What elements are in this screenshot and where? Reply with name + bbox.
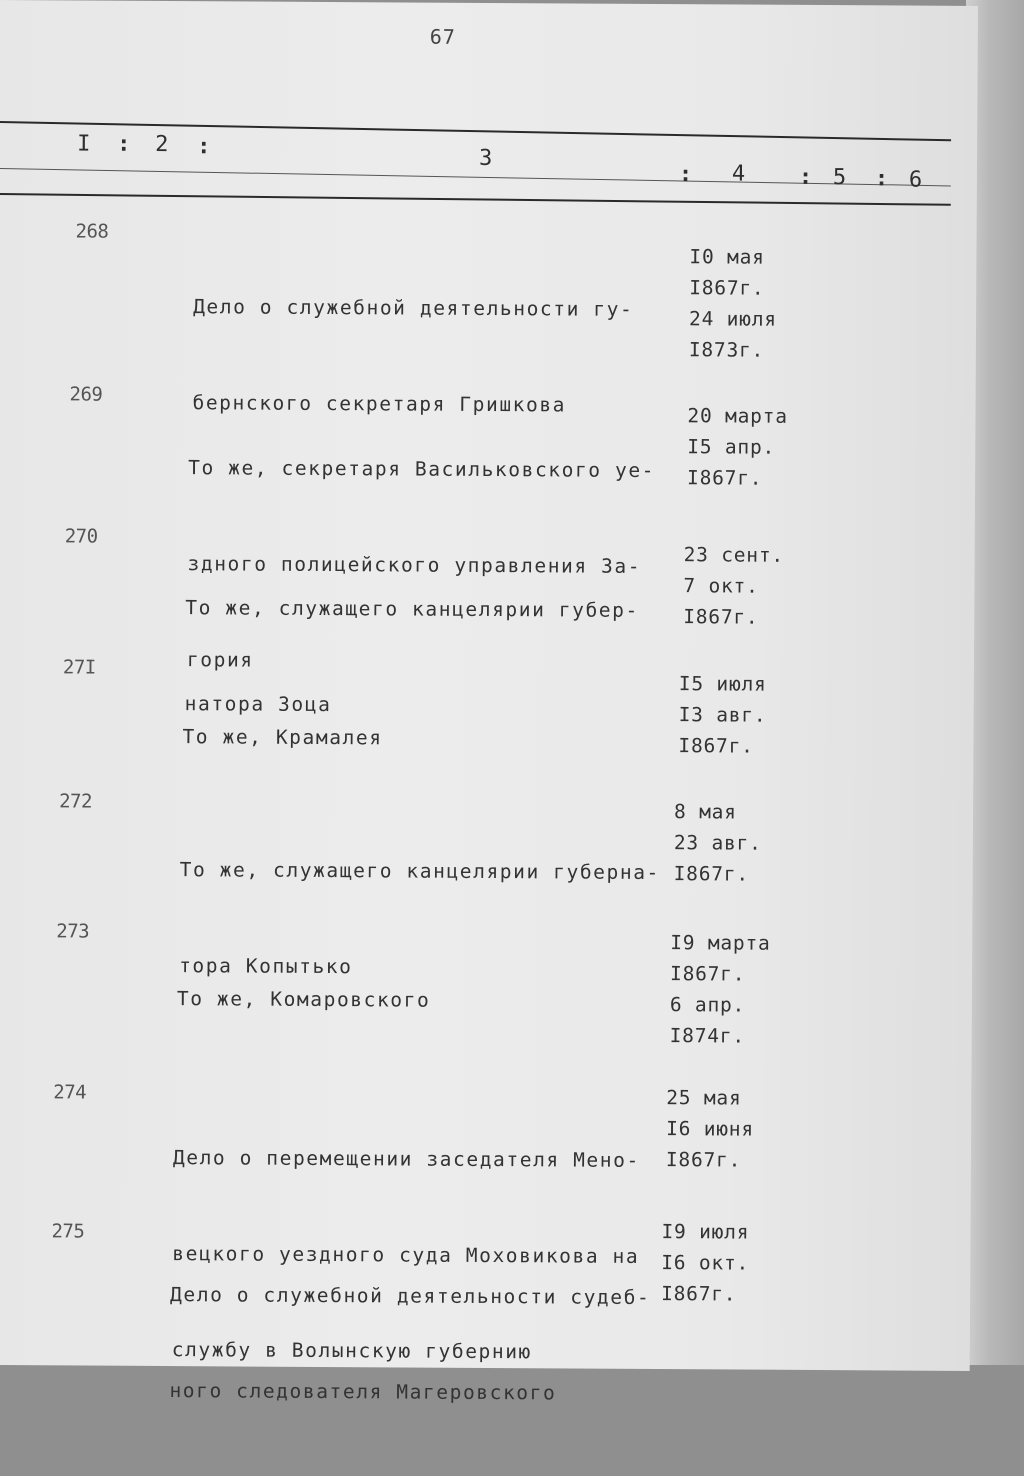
row-dates: 23 сент. 7 окт. I867г. [683,543,785,629]
table-header-bottom-rule [0,193,951,206]
row-number: 273 [56,920,90,943]
column-header-2: 2 [155,131,169,158]
column-separator: : [678,162,693,188]
column-separator: : [874,166,889,192]
row-number: 269 [69,383,103,406]
column-separator: : [117,131,131,157]
column-header-1: I [77,131,91,157]
row-number: 274 [53,1081,87,1104]
row-dates: I9 марта I867г. 6 апр. I874г. [669,931,771,1048]
column-separator: : [197,134,211,160]
row-title: Дело о служебной деятельности гу- бернского секретаря Гришкова [192,295,634,417]
row-dates: 25 мая I6 июня I867г. [665,1086,754,1172]
row-number: 268 [75,220,109,243]
row-title: Дело о служебной деятельности судеб- ного следователя Магеровского [169,1283,651,1405]
row-dates: 20 марта I5 апр. I867г. [687,404,788,490]
column-header-4: 4 [731,161,746,187]
row-title: Дело о перемещении заседателя Мено- вецкого уездного суда Моховикова на службу в Волынскую губернию [171,1146,640,1364]
row-number: 272 [59,790,93,813]
row-title: То же, секретаря Васильковского уе- здного полицейского управления За- гория [186,456,656,672]
row-title: То же, служащего канцелярии губерна- тора Копытько [179,858,661,979]
row-dates: I5 июля I3 авг. I867г. [678,672,767,758]
row-number: 270 [64,525,98,548]
row-number: 27I [62,656,96,679]
row-title: То же, служащего канцелярии губер- натора Зоца [184,596,639,717]
row-number: 275 [51,1220,85,1243]
column-header-3: 3 [478,145,493,172]
row-title: То же, Крамалея [182,725,383,750]
column-separator: : [798,164,813,190]
row-dates: 8 мая 23 авг. I867г. [673,800,762,886]
column-header-5: 5 [832,165,847,191]
row-dates: I9 июля I6 окт. I867г. [661,1220,750,1306]
row-title: То же, Комаровского [176,987,431,1012]
page-number: 67 [429,24,456,49]
row-dates: I0 мая I867г. 24 июля I873г. [688,245,777,362]
column-header-6: 6 [908,167,923,193]
table-top-rule [0,121,951,141]
